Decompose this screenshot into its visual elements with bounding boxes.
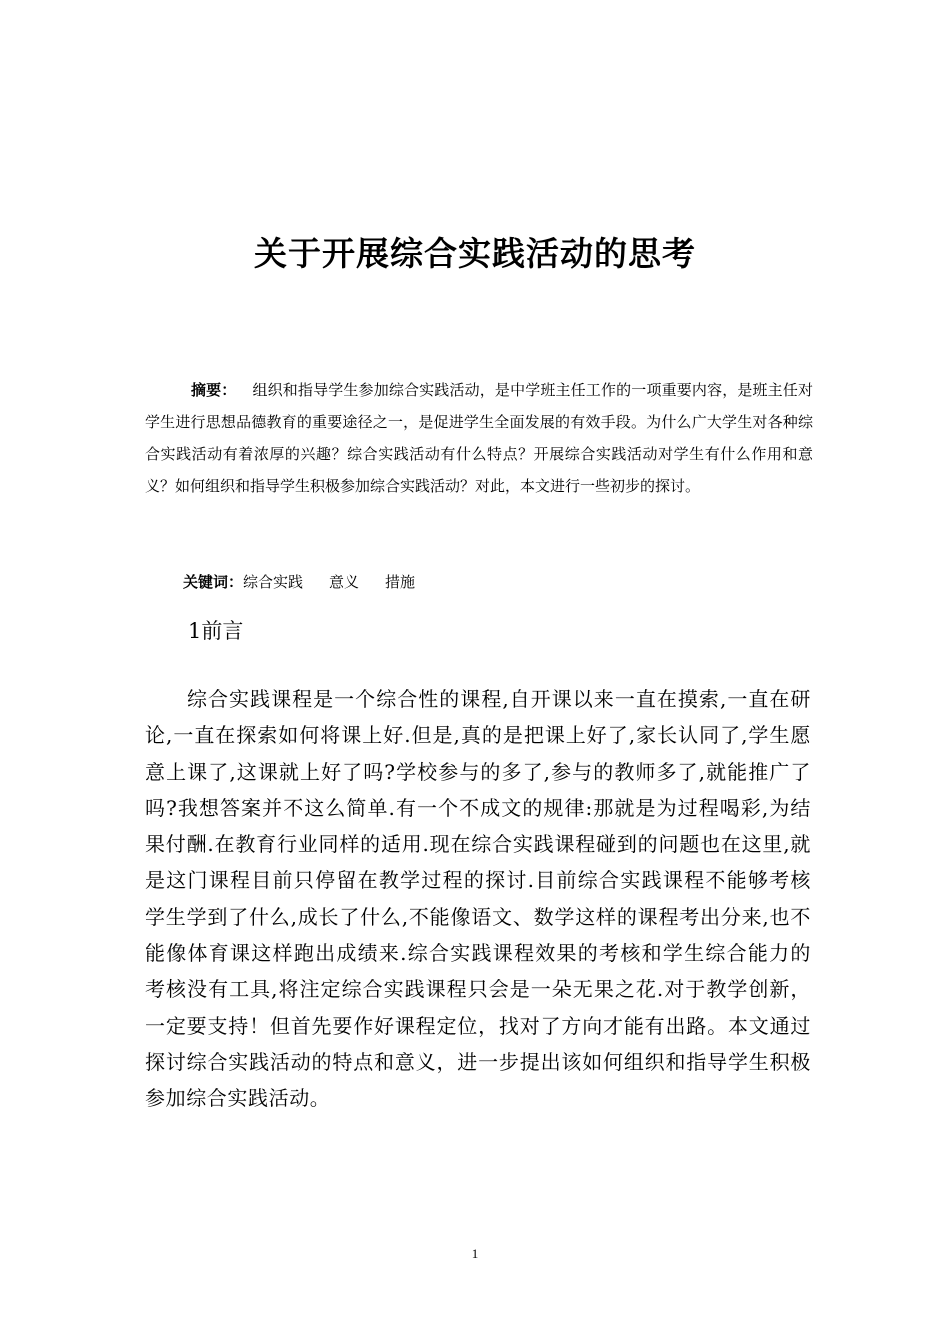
keyword-item: 综合实践 xyxy=(243,573,304,591)
document-title: 关于开展综合实践活动的思考 xyxy=(254,234,696,273)
keywords-line xyxy=(183,568,415,596)
keywords-label: 关键词： xyxy=(183,573,244,591)
keyword-item: 意义 xyxy=(329,573,360,591)
section-heading: 1前言 xyxy=(188,619,244,643)
page-number: 1 xyxy=(471,1246,479,1261)
abstract-text: 组织和指导学生参加综合实践活动，是中学班主任工作的一项重要内容，是班主任对学生进行思想品德教育的重要途径之一，是促进学生全面发展的有效手段。为什么广大学生对各种综合实践活动有着浓厚的兴趣？综合实践活动有什么特点？开展综合实践活动对学生有什么作用和意义？如何组织和指导学生积极参加综合实践活动？对此，本文进行一些初步的探讨。 xyxy=(145,381,813,495)
abstract-label: 摘要： xyxy=(191,381,237,399)
body-paragraph: 综合实践课程是一个综合性的课程,自开课以来一直在摸索,一直在研论,一直在探索如何将课上好.但是,真的是把课上好了,家长认同了,学生愿意上课了,这课就上好了吗?学校参与的多了,参与的教师多了,就能推广了吗?我想答案并不这么简单.有一个不成文的规律:那就是为过程喝彩,为结果付酬.在教育行业同样的适用.现在综合实践课程碰到的问题也在这里,就是这门课程目前只停留在教学过程的探讨.目前综合实践课程不能够考核学生学到了什么,成长了什么,不能像语文、数学这样的课程考出分来,也不能像体育课这样跑出成绩来.综合实践课程效果的考核和学生综合能力的考核没有工具,将注定综合实践课程只会是一朵无果之花.对于教学创新，一定要支持！但首先要作好课程定位，找对了方向才能有出路。本文通过探讨综合实践活动的特点和意义，进一步提出该如何组织和指导学生积极参加综合实践活动。 xyxy=(145,687,811,1111)
keyword-item: 措施 xyxy=(385,573,416,591)
abstract-paragraph xyxy=(145,374,813,502)
